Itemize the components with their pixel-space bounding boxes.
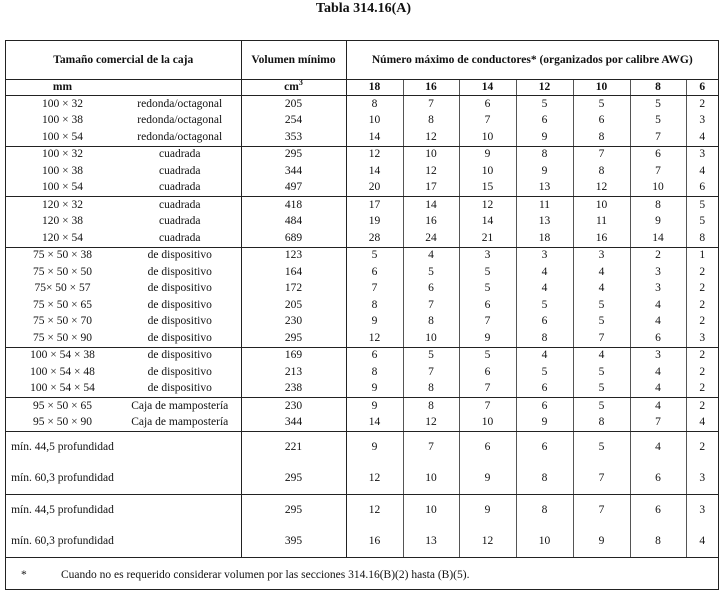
table-row xyxy=(6,415,718,432)
cell-count-18: 9 xyxy=(346,432,403,464)
cell-mm: 100 × 32 xyxy=(42,148,83,161)
cell-count-10: 8 xyxy=(573,129,630,146)
cell-count-10: 10 xyxy=(573,197,630,214)
cell-count-6: 5 xyxy=(699,198,706,211)
cell-count-8: 4 xyxy=(630,364,686,381)
cell-mm: 95 × 50 × 65 xyxy=(33,399,92,412)
cell-count-8: 3 xyxy=(630,281,686,298)
cell-mm: 100 × 32 xyxy=(42,97,83,110)
header-gauge-10: 10 xyxy=(573,80,630,96)
cell-shape: de dispositivo xyxy=(119,264,241,281)
cell-count-14: 7 xyxy=(459,381,516,398)
cell-count-10: 7 xyxy=(573,495,630,527)
table-row xyxy=(6,398,718,415)
cell-volume: 164 xyxy=(241,264,346,281)
cell-mm: 100 × 54 xyxy=(6,129,119,146)
cell-count-12: 5 xyxy=(516,364,573,381)
cell-count-10: 7 xyxy=(573,146,630,163)
conductor-table-frame xyxy=(5,40,719,590)
cell-count-16: 5 xyxy=(403,264,459,281)
cell-count-12: 8 xyxy=(516,463,573,495)
cell-count-12: 3 xyxy=(516,247,573,264)
cell-count-14: 15 xyxy=(459,180,516,197)
cell-count-14: 3 xyxy=(459,247,516,264)
cell-shape: Caja de mampostería xyxy=(119,415,241,432)
cell-count-16: 6 xyxy=(403,281,459,298)
cell-count-10: 5 xyxy=(573,314,630,331)
cell-count-12: 8 xyxy=(516,495,573,527)
cell-count-10: 5 xyxy=(573,364,630,381)
cell-count-18: 14 xyxy=(346,163,403,180)
cell-count-8: 7 xyxy=(630,163,686,180)
cell-count-6: 2 xyxy=(686,381,718,398)
cell-count-14: 7 xyxy=(459,113,516,130)
cell-count-18: 8 xyxy=(346,96,403,113)
cell-count-10: 4 xyxy=(573,264,630,281)
cell-shape: cuadrada xyxy=(119,230,241,247)
cell-count-10: 5 xyxy=(573,432,630,464)
header-volumen: Volumen mínimo xyxy=(241,41,346,80)
table-row xyxy=(6,463,718,495)
cell-count-8: 3 xyxy=(630,264,686,281)
cell-volume: 395 xyxy=(241,526,346,558)
table-row xyxy=(6,297,718,314)
cell-count-6: 2 xyxy=(699,97,706,110)
table-row xyxy=(6,197,718,214)
cell-volume: 169 xyxy=(241,347,346,364)
cell-count-6: 4 xyxy=(686,415,718,432)
cell-count-8: 6 xyxy=(630,330,686,347)
header-shape-blank xyxy=(119,80,241,96)
cell-shape: de dispositivo xyxy=(119,364,241,381)
footnote-text: Cuando no es requerido considerar volumen por las secciones 314.16(B)(2) hasta (B)(5). xyxy=(61,568,470,581)
cell-count-8: 4 xyxy=(630,381,686,398)
cell-count-12: 6 xyxy=(516,398,573,415)
cell-volume: 484 xyxy=(241,214,346,231)
cell-mm: 100 × 54 × 48 xyxy=(30,365,95,378)
cell-count-16: 24 xyxy=(403,230,459,247)
cell-count-6: 4 xyxy=(686,129,718,146)
cell-volume: 205 xyxy=(241,96,346,113)
cell-count-16: 12 xyxy=(403,163,459,180)
cell-count-18: 19 xyxy=(346,214,403,231)
cell-volume: 123 xyxy=(241,247,346,264)
table-row xyxy=(6,264,718,281)
cell-count-14: 10 xyxy=(459,129,516,146)
cell-count-16: 10 xyxy=(403,146,459,163)
cell-shape: cuadrada xyxy=(119,163,241,180)
table-row xyxy=(6,364,718,381)
cell-count-10: 16 xyxy=(573,230,630,247)
cell-count-8: 6 xyxy=(630,495,686,527)
cell-count-18: 9 xyxy=(346,314,403,331)
cell-shape: cuadrada xyxy=(119,180,241,197)
cell-count-18: 14 xyxy=(346,129,403,146)
cell-count-10: 11 xyxy=(573,214,630,231)
cell-count-14: 6 xyxy=(459,432,516,464)
header-gauge-16: 16 xyxy=(403,80,459,96)
cell-count-12: 11 xyxy=(516,197,573,214)
cell-count-12: 9 xyxy=(516,415,573,432)
cell-count-6: 8 xyxy=(686,230,718,247)
conductor-table xyxy=(6,41,718,592)
cell-count-6: 2 xyxy=(699,365,706,378)
cell-count-18: 12 xyxy=(346,146,403,163)
cell-count-14: 5 xyxy=(459,281,516,298)
cell-count-10: 5 xyxy=(573,398,630,415)
table-row xyxy=(6,526,718,558)
cell-volume: 213 xyxy=(241,364,346,381)
table-title: Tabla 314.16(A) xyxy=(315,1,412,16)
cell-count-14: 9 xyxy=(459,146,516,163)
table-row xyxy=(6,230,718,247)
cell-mm: 100 × 54 xyxy=(6,180,119,197)
cell-volume: 295 xyxy=(241,463,346,495)
cell-count-8: 6 xyxy=(630,146,686,163)
cell-count-8: 9 xyxy=(630,214,686,231)
cell-count-12: 4 xyxy=(516,264,573,281)
header-mm: mm xyxy=(6,80,119,96)
cell-count-14: 9 xyxy=(459,495,516,527)
cell-mm: 95 × 50 × 90 xyxy=(6,415,119,432)
cell-count-8: 8 xyxy=(630,526,686,558)
cell-count-12: 5 xyxy=(516,297,573,314)
cell-count-8: 10 xyxy=(630,180,686,197)
cell-count-16: 5 xyxy=(403,347,459,364)
cell-count-18: 16 xyxy=(346,526,403,558)
cell-shape xyxy=(119,463,241,495)
cell-mm: 120 × 32 xyxy=(42,198,83,211)
cell-volume: 295 xyxy=(241,330,346,347)
cell-count-10: 3 xyxy=(573,247,630,264)
cell-count-14: 10 xyxy=(459,415,516,432)
cell-count-12: 4 xyxy=(516,347,573,364)
cell-count-18: 5 xyxy=(346,247,403,264)
cell-volume: 221 xyxy=(241,432,346,464)
cell-shape xyxy=(119,495,241,527)
cell-count-14: 21 xyxy=(459,230,516,247)
cell-count-6: 2 xyxy=(699,315,706,328)
cell-shape: de dispositivo xyxy=(119,314,241,331)
cell-count-10: 9 xyxy=(573,526,630,558)
header-cm-text: cm xyxy=(284,81,299,93)
cell-count-18: 6 xyxy=(346,264,403,281)
cell-mm: 75 × 50 × 50 xyxy=(33,265,92,278)
header-gauge-6: 6 xyxy=(686,80,718,96)
cell-count-14: 9 xyxy=(459,330,516,347)
cell-volume: 295 xyxy=(241,495,346,527)
cell-count-16: 8 xyxy=(403,381,459,398)
header-gauge-18: 18 xyxy=(346,80,403,96)
cell-mm: 120 × 38 xyxy=(42,215,83,228)
cell-count-8: 5 xyxy=(630,113,686,130)
cell-count-14: 12 xyxy=(459,197,516,214)
cell-count-10: 5 xyxy=(573,297,630,314)
cell-count-6: 3 xyxy=(686,330,718,347)
cell-count-8: 8 xyxy=(630,197,686,214)
cell-count-18: 12 xyxy=(346,330,403,347)
cell-shape: de dispositivo xyxy=(119,381,241,398)
table-row xyxy=(6,163,718,180)
cell-count-8: 4 xyxy=(630,398,686,415)
cell-count-10: 4 xyxy=(573,281,630,298)
cell-count-6: 6 xyxy=(686,180,718,197)
cell-count-8: 5 xyxy=(630,96,686,113)
cell-count-12: 6 xyxy=(516,113,573,130)
cell-count-18: 12 xyxy=(346,463,403,495)
cell-mm: 100 × 54 × 54 xyxy=(6,381,119,398)
cell-count-12: 9 xyxy=(516,129,573,146)
cell-count-8: 7 xyxy=(630,129,686,146)
cell-shape: de dispositivo xyxy=(119,247,241,264)
cell-count-16: 12 xyxy=(403,129,459,146)
cell-count-12: 8 xyxy=(516,330,573,347)
cell-mm: 75× 50 × 57 xyxy=(34,282,91,295)
cell-count-16: 8 xyxy=(403,398,459,415)
cell-count-16: 7 xyxy=(403,364,459,381)
cell-shape: de dispositivo xyxy=(119,330,241,347)
cell-count-10: 5 xyxy=(573,96,630,113)
cell-count-18: 9 xyxy=(346,381,403,398)
cell-count-8: 3 xyxy=(630,347,686,364)
cell-shape: Caja de mampostería xyxy=(119,398,241,415)
cell-count-6: 4 xyxy=(686,526,718,558)
cell-count-14: 6 xyxy=(459,96,516,113)
cell-count-16: 4 xyxy=(403,247,459,264)
cell-count-14: 5 xyxy=(459,347,516,364)
cell-count-6: 3 xyxy=(699,504,706,516)
cell-volume: 238 xyxy=(241,381,346,398)
cell-count-6: 1 xyxy=(699,249,706,262)
cell-shape: de dispositivo xyxy=(119,297,241,314)
table-row xyxy=(6,146,718,163)
cell-count-12: 10 xyxy=(516,526,573,558)
cell-mm: 100 × 38 xyxy=(42,114,83,127)
header-cm3 xyxy=(241,80,346,96)
cell-volume: 418 xyxy=(241,197,346,214)
cell-mm: 100 × 38 xyxy=(42,164,83,177)
cell-count-10: 4 xyxy=(573,347,630,364)
cell-count-16: 8 xyxy=(403,314,459,331)
cell-mm: mín. 44,5 profundidad xyxy=(11,504,114,516)
cell-volume: 230 xyxy=(241,398,346,415)
cell-count-16: 10 xyxy=(403,463,459,495)
cell-mm: 75 × 50 × 90 xyxy=(6,330,119,347)
cell-count-14: 7 xyxy=(459,314,516,331)
table-row xyxy=(6,214,718,231)
cell-count-18: 7 xyxy=(346,281,403,298)
cell-volume: 353 xyxy=(241,129,346,146)
table-row xyxy=(6,96,718,113)
header-gauge-8: 8 xyxy=(630,80,686,96)
cell-count-16: 10 xyxy=(403,495,459,527)
cell-count-14: 5 xyxy=(459,264,516,281)
cell-count-14: 6 xyxy=(459,297,516,314)
cell-count-6: 5 xyxy=(699,215,706,228)
table-row xyxy=(6,495,718,527)
cell-count-8: 4 xyxy=(630,432,686,464)
cell-count-16: 12 xyxy=(403,415,459,432)
table-row xyxy=(6,432,718,464)
cell-count-8: 6 xyxy=(630,463,686,495)
cell-count-12: 6 xyxy=(516,381,573,398)
cell-count-16: 10 xyxy=(403,330,459,347)
table-row xyxy=(6,347,718,364)
cell-mm: mín. 44,5 profundidad xyxy=(11,441,114,453)
cell-mm: 75 × 50 × 38 xyxy=(33,249,92,262)
cell-mm: mín. 60,3 profundidad xyxy=(6,463,119,495)
table-row xyxy=(6,129,718,146)
cell-count-6: 3 xyxy=(699,114,706,127)
cell-count-12: 5 xyxy=(516,96,573,113)
cell-count-18: 6 xyxy=(346,347,403,364)
cell-count-14: 12 xyxy=(459,526,516,558)
header-gauge-12: 12 xyxy=(516,80,573,96)
table-body xyxy=(6,96,718,558)
cell-mm: 75 × 50 × 65 xyxy=(33,298,92,311)
cell-count-16: 7 xyxy=(403,96,459,113)
header-gauge-14: 14 xyxy=(459,80,516,96)
cell-count-12: 13 xyxy=(516,180,573,197)
table-row xyxy=(6,381,718,398)
table-row xyxy=(6,330,718,347)
cell-count-10: 7 xyxy=(573,330,630,347)
cell-shape xyxy=(119,432,241,464)
cell-count-16: 7 xyxy=(403,432,459,464)
cell-count-18: 20 xyxy=(346,180,403,197)
cell-mm: 75 × 50 × 70 xyxy=(33,315,92,328)
cell-mm: 100 × 54 × 38 xyxy=(30,349,95,362)
header-tamano: Tamaño comercial de la caja xyxy=(6,41,241,80)
cell-count-8: 14 xyxy=(630,230,686,247)
cell-mm: mín. 60,3 profundidad xyxy=(6,526,119,558)
cell-count-12: 18 xyxy=(516,230,573,247)
cell-count-12: 6 xyxy=(516,432,573,464)
cell-volume: 497 xyxy=(241,180,346,197)
cell-volume: 205 xyxy=(241,297,346,314)
cell-shape: cuadrada xyxy=(119,214,241,231)
cell-count-18: 9 xyxy=(346,398,403,415)
header-numero: Número máximo de conductores* (organizados por calibre AWG) xyxy=(346,41,718,80)
cell-count-6: 3 xyxy=(699,148,706,161)
cell-shape xyxy=(119,526,241,558)
cell-count-8: 4 xyxy=(630,297,686,314)
cell-volume: 344 xyxy=(241,163,346,180)
cell-count-16: 14 xyxy=(403,197,459,214)
cell-count-10: 7 xyxy=(573,463,630,495)
cell-count-18: 10 xyxy=(346,113,403,130)
cell-count-10: 8 xyxy=(573,415,630,432)
cell-count-14: 6 xyxy=(459,364,516,381)
cell-count-14: 9 xyxy=(459,463,516,495)
cell-volume: 295 xyxy=(241,146,346,163)
cell-count-10: 5 xyxy=(573,381,630,398)
cell-count-18: 17 xyxy=(346,197,403,214)
cell-count-8: 7 xyxy=(630,415,686,432)
cell-count-6: 2 xyxy=(699,441,706,453)
cell-count-12: 9 xyxy=(516,163,573,180)
cell-shape: redonda/octagonal xyxy=(119,129,241,146)
cell-count-10: 8 xyxy=(573,163,630,180)
cell-volume: 254 xyxy=(241,113,346,130)
cell-count-12: 4 xyxy=(516,281,573,298)
cell-count-8: 2 xyxy=(630,247,686,264)
cell-count-6: 2 xyxy=(699,282,706,295)
cell-volume: 689 xyxy=(241,230,346,247)
cell-count-12: 8 xyxy=(516,146,573,163)
table-row xyxy=(6,113,718,130)
cell-volume: 230 xyxy=(241,314,346,331)
cell-count-16: 17 xyxy=(403,180,459,197)
cell-count-10: 12 xyxy=(573,180,630,197)
cell-count-12: 6 xyxy=(516,314,573,331)
table-row xyxy=(6,281,718,298)
cell-shape: cuadrada xyxy=(119,146,241,163)
cell-mm: 120 × 54 xyxy=(6,230,119,247)
cell-count-6: 2 xyxy=(699,349,706,362)
footnote xyxy=(6,558,718,593)
cell-shape: de dispositivo xyxy=(119,347,241,364)
cell-count-18: 12 xyxy=(346,495,403,527)
cell-shape: cuadrada xyxy=(119,197,241,214)
table-row xyxy=(6,180,718,197)
cell-volume: 344 xyxy=(241,415,346,432)
cell-count-8: 4 xyxy=(630,314,686,331)
table-row xyxy=(6,247,718,264)
cell-count-18: 8 xyxy=(346,297,403,314)
table-row xyxy=(6,314,718,331)
cell-shape: redonda/octagonal xyxy=(119,96,241,113)
cell-count-14: 10 xyxy=(459,163,516,180)
footnote-star: * xyxy=(21,568,27,581)
cell-count-18: 28 xyxy=(346,230,403,247)
cell-count-6: 2 xyxy=(699,298,706,311)
cell-count-16: 16 xyxy=(403,214,459,231)
cell-count-6: 2 xyxy=(699,265,706,278)
cell-count-14: 7 xyxy=(459,398,516,415)
cell-shape: de dispositivo xyxy=(119,281,241,298)
cell-count-14: 14 xyxy=(459,214,516,231)
cell-count-12: 13 xyxy=(516,214,573,231)
cell-count-10: 6 xyxy=(573,113,630,130)
cell-count-16: 13 xyxy=(403,526,459,558)
cell-count-6: 2 xyxy=(699,399,706,412)
cell-count-18: 14 xyxy=(346,415,403,432)
cell-count-18: 8 xyxy=(346,364,403,381)
cell-count-16: 7 xyxy=(403,297,459,314)
cell-count-6: 4 xyxy=(699,164,706,177)
cell-count-16: 8 xyxy=(403,113,459,130)
cell-count-6: 3 xyxy=(686,463,718,495)
cell-volume: 172 xyxy=(241,281,346,298)
cell-shape: redonda/octagonal xyxy=(119,113,241,130)
header-cm-sup: 3 xyxy=(298,79,303,88)
